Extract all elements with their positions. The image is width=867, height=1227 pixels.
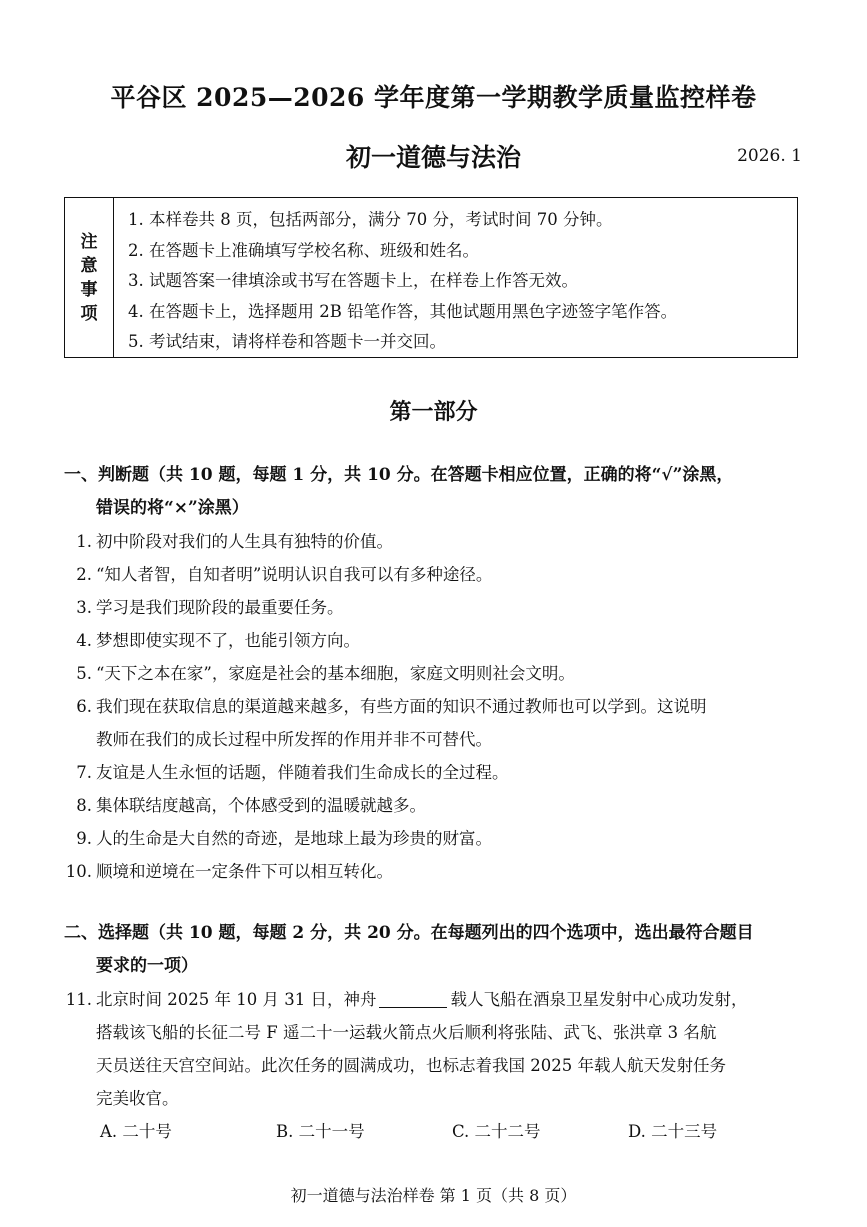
question-line: 集体联结度越高，个体感受到的温暖就越多。 [96, 796, 426, 815]
question-number: 4. [76, 631, 92, 650]
question-number: 3. [76, 598, 92, 617]
question-text [96, 822, 804, 855]
question-number: 9. [76, 829, 92, 848]
question-line: “知人者智，自知者明”说明认识自我可以有多种途径。 [96, 565, 493, 584]
question-number: 5. [76, 664, 92, 683]
question-line: 初中阶段对我们的人生具有独特的价值。 [96, 532, 393, 551]
section-heading: 一、判断题（共 10 题，每题 1 分，共 10 分。在答题卡相应位置，正确的将“√”涂黑， [64, 465, 734, 485]
question-11 [64, 983, 804, 1115]
question-6 [64, 690, 804, 756]
notice-heading [65, 198, 114, 357]
answer-options [64, 1115, 804, 1149]
question-line: 梦想即使实现不了，也能引领方向。 [96, 631, 360, 650]
question-number: 2. [76, 565, 92, 584]
question-text [96, 591, 804, 624]
option-a: A. 二十号 [100, 1122, 172, 1141]
question-text-part: 载人飞船在酒泉卫星发射中心成功发射， [450, 990, 748, 1009]
notice-heading-char: 项 [80, 303, 98, 324]
question-text [96, 789, 804, 822]
question-text-part: 北京时间 2025 年 10 月 31 日，神舟 [96, 990, 377, 1009]
question-number: 10. [65, 862, 92, 881]
question-4 [64, 624, 804, 657]
section-heading-cont: 错误的将“×”涂黑） [96, 498, 249, 518]
question-text [96, 558, 804, 591]
subject-title: 初一道德与法治 [345, 143, 521, 172]
notice-item: 3. 试题答案一律填涂或书写在答题卡上，在样卷上作答无效。 [128, 271, 578, 290]
question-2 [64, 558, 804, 591]
choice-section [64, 917, 804, 1149]
question-7 [64, 756, 804, 789]
page-footer: 初一道德与法治样卷 第 1 页（共 8 页） [290, 1186, 577, 1205]
question-line: 搭载该飞船的长征二号 F 遥二十一运载火箭点火后顺利将张陆、武飞、张洪章 3 名航 [96, 1023, 717, 1042]
question-3 [64, 591, 804, 624]
answer-blank [379, 989, 447, 1008]
notice-item: 2. 在答题卡上准确填写学校名称、班级和姓名。 [128, 240, 479, 260]
exam-title: 平谷区 2025—2026 学年度第一学期教学质量监控样卷 [110, 83, 757, 112]
true-false-section [64, 459, 804, 888]
exam-date: 2026. 1 [737, 146, 802, 166]
question-line: 友谊是人生永恒的话题，伴随着我们生命成长的全过程。 [96, 763, 509, 782]
question-8 [64, 789, 804, 822]
section-heading-cont: 要求的一项） [96, 956, 198, 976]
section-heading: 二、选择题（共 10 题，每题 2 分，共 20 分。在每题列出的四个选项中，选出最符合题目 [64, 923, 754, 943]
question-line: 人的生命是大自然的奇迹，是地球上最为珍贵的财富。 [96, 829, 492, 848]
question-9 [64, 822, 804, 855]
question-number: 8. [76, 796, 92, 815]
question-line [96, 983, 804, 1016]
question-number: 1. [76, 532, 92, 551]
question-1 [64, 525, 804, 558]
notice-item: 4. 在答题卡上，选择题用 2B 铅笔作答，其他试题用黑色字迹签字笔作答。 [128, 301, 678, 321]
notice-box [64, 197, 798, 358]
question-5 [64, 657, 804, 690]
question-text [96, 657, 804, 690]
question-line: 我们现在获取信息的渠道越来越多，有些方面的知识不通过教师也可以学到。这说明 [96, 697, 707, 716]
notice-heading-char: 事 [80, 279, 98, 300]
question-number: 6. [76, 697, 92, 716]
notice-item: 5. 考试结束，请将样卷和答题卡一并交回。 [128, 332, 446, 351]
question-line: 学习是我们现阶段的最重要任务。 [96, 598, 344, 617]
notice-list [114, 198, 677, 357]
option-c: C. 二十二号 [452, 1122, 541, 1141]
question-line: 天员送往天宫空间站。此次任务的圆满成功，也标志着我国 2025 年载人航天发射任务 [96, 1056, 726, 1075]
notice-heading-char: 意 [80, 255, 98, 276]
question-line: 顺境和逆境在一定条件下可以相互转化。 [96, 862, 393, 881]
question-text [96, 983, 804, 1115]
question-text [96, 624, 804, 657]
question-text [96, 756, 804, 789]
part-one-title: 第一部分 [389, 399, 478, 425]
notice-heading-char: 注 [80, 231, 98, 252]
question-number: 11. [65, 990, 92, 1009]
option-d: D. 二十三号 [628, 1122, 718, 1141]
question-line: “天下之本在家”，家庭是社会的基本细胞，家庭文明则社会文明。 [96, 664, 575, 683]
question-line: 教师在我们的成长过程中所发挥的作用并非不可替代。 [96, 730, 492, 749]
question-10 [64, 855, 804, 888]
question-text [96, 855, 804, 888]
question-list [64, 525, 804, 888]
notice-item: 1. 本样卷共 8 页，包括两部分，满分 70 分，考试时间 70 分钟。 [128, 210, 613, 229]
question-number: 7. [76, 763, 92, 782]
option-b: B. 二十一号 [276, 1122, 365, 1141]
question-line: 完美收官。 [96, 1089, 179, 1108]
question-text [96, 525, 804, 558]
question-text [96, 690, 804, 756]
